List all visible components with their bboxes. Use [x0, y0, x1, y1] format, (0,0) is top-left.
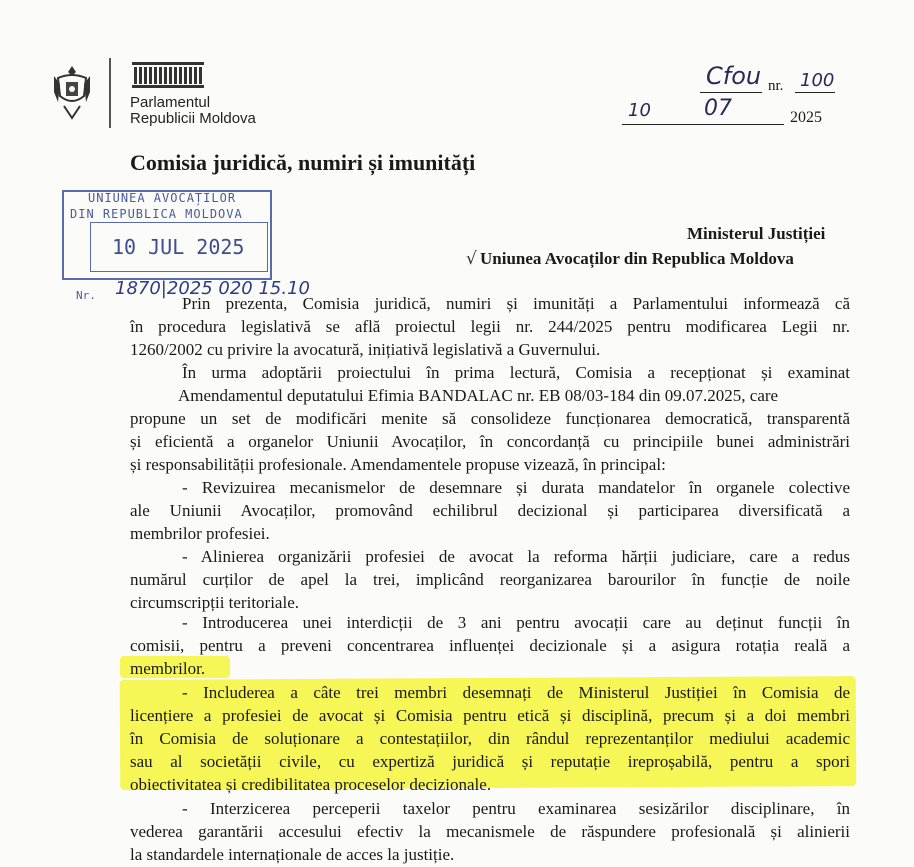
- date-day-underline: [622, 124, 666, 125]
- body-line: - Includerea a câte trei membri desemnați de Ministerul Justiției în Comisia de: [182, 683, 850, 702]
- addressee-ministry: Ministerul Justiției: [687, 224, 826, 243]
- body-line: În urma adoptării proiectului în prima lectură, Comisia a recepționat și examinat: [182, 363, 850, 382]
- body-line: numărul curților de apel la trei, implicând reorganizarea barourilor în funcție de noile: [130, 570, 850, 589]
- institution-name-line2: Republicii Moldova: [130, 110, 256, 127]
- body-line: obiectivitatea și credibilitatea proceselor decizionale.: [130, 775, 492, 794]
- reference-number: 100: [800, 70, 835, 91]
- stamp-nr-label: Nr.: [76, 289, 96, 302]
- body-line: și responsabilității profesionale. Amendamentele propuse vizează, în principal:: [130, 455, 666, 474]
- stamp-line2: DIN REPUBLICA MOLDOVA: [70, 207, 243, 221]
- body-line: licențiere a profesiei de avocat și Comisia pentru etică și disciplină, precum și a doi membri: [130, 706, 850, 725]
- reference-nr-label: nr.: [768, 78, 784, 94]
- handwritten-reference: Cfou: [706, 62, 762, 90]
- header-divider: [109, 58, 111, 128]
- body-line: - Introducerea unei interdicții de 3 ani pentru avocații care au deținut funcții în: [182, 613, 850, 632]
- body-line: Prin prezenta, Comisia juridică, numiri și imunități a Parlamentului informează că: [182, 294, 850, 313]
- body-line: la standardele internaționale de acces la justiție.: [130, 845, 455, 864]
- date-day: 10: [628, 100, 651, 121]
- body-line: membrilor.: [130, 659, 206, 678]
- body-line: vederea garantării accesului efectiv la mecanismele de răspundere profesională și alinierii: [130, 822, 850, 841]
- body-line: în procedura legislativă se află proiectul legii nr. 244/2025 pentru modificarea Legii nr.: [130, 317, 850, 336]
- reference-number-underline: [795, 92, 835, 93]
- body-line: - Interzicerea perceperii taxelor pentru examinarea sesizărilor disciplinare, în: [182, 799, 850, 818]
- body-line: comisii, pentru a preveni concentrarea influenței decizionale și a asigura rotația reală a: [130, 636, 850, 655]
- body-line: Amendamentul deputatului Efimia BANDALAC nr. EB 08/03-184 din 09.07.2025, care: [178, 386, 779, 405]
- institution-name-line1: Parlamentul: [130, 94, 211, 111]
- coat-of-arms-icon: [52, 62, 92, 122]
- body-line: 1260/2002 cu privire la avocatură, inițiativă legislativă a Guvernului.: [130, 340, 601, 359]
- body-line: membrilor profesiei.: [130, 524, 270, 543]
- reference-underline: [700, 92, 762, 93]
- commission-title: Comisia juridică, numiri și imunități: [130, 150, 476, 175]
- addressee-bar-union: Uniunea Avocaților din Republica Moldova: [480, 249, 794, 268]
- stamp-date: 10 JUL 2025: [112, 235, 245, 259]
- body-line: - Alinierea organizării profesiei de avocat la reforma hărții judiciare, care a redus: [182, 547, 850, 566]
- body-line: propune un set de modificări menite să consolideze funcționarea democratică, transparentă: [130, 409, 850, 428]
- addressee-check-mark: √: [466, 249, 477, 269]
- date-month-underline: [666, 124, 784, 125]
- date-year: 2025: [790, 109, 822, 126]
- date-month: 07: [704, 96, 732, 121]
- stamp-handwritten-number: 1870|2025 020 15.10: [115, 278, 311, 299]
- stamp-line1: UNIUNEA AVOCAȚILOR: [88, 191, 237, 205]
- body-line: - Revizuirea mecanismelor de desemnare și durata mandatelor în organele colective: [182, 478, 850, 497]
- body-line: și eficientă a organelor Uniunii Avocaților, în concordanță cu principiile bunei administrări: [130, 432, 850, 451]
- body-line: ale Uniunii Avocaților, promovând echilibrul decizional și participarea diversificată a: [130, 501, 850, 520]
- body-line: în Comisia de soluționare a contestațiilor, din rândul reprezentanților mediului academic: [130, 729, 850, 748]
- body-line: sau al societății civile, cu expertiză juridică și reputație ireproșabilă, pentru a spori: [130, 752, 850, 771]
- body-line: circumscripții teritoriale.: [130, 593, 299, 612]
- parliament-building-icon: [132, 62, 204, 88]
